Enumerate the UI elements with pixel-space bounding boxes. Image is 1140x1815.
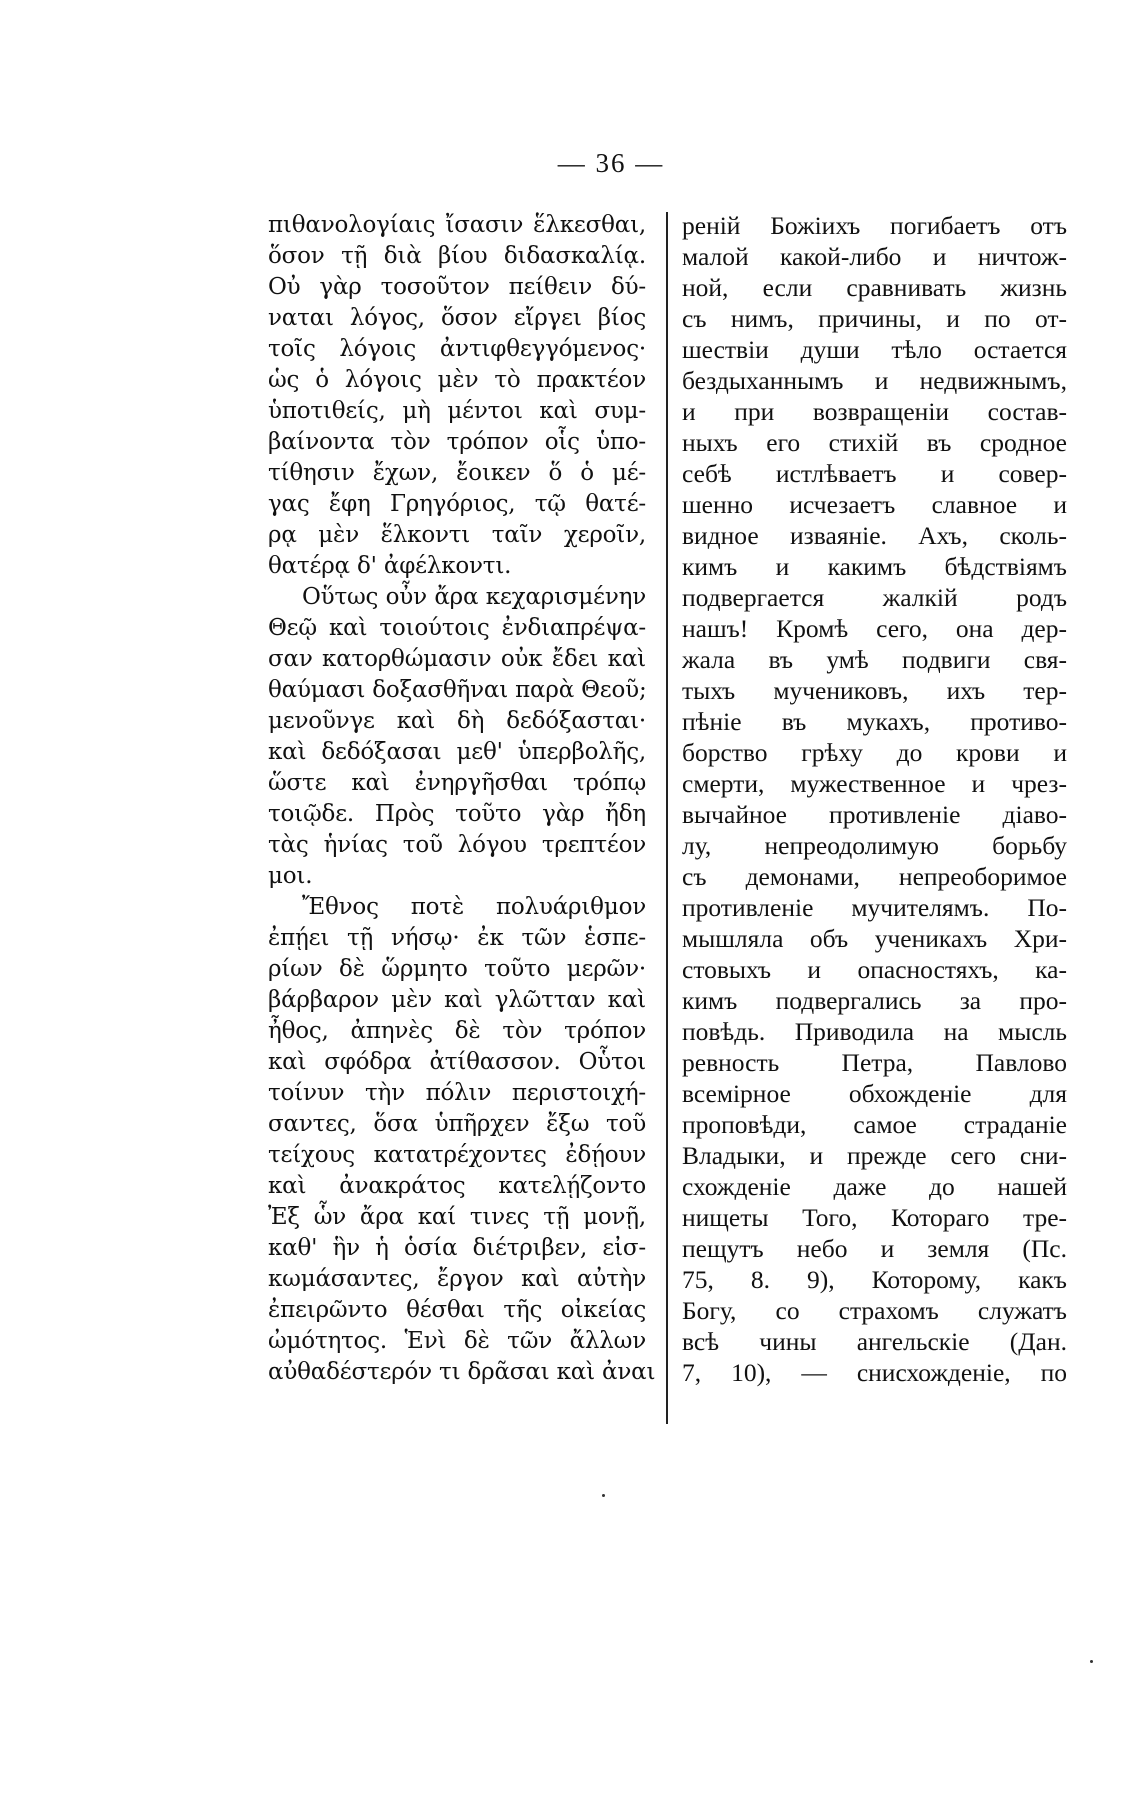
text-line: Ἔθνος ποτὲ πολυάριθμον: [302, 894, 646, 920]
text-line: τοιῷδε. Πρὸς τοῦτο γὰρ ἤδη: [268, 801, 646, 827]
text-line: всѣ чины ангельскiе (Дан.: [682, 1327, 1067, 1356]
text-line: θατέρᾳ δ' ἀφέλκοντι.: [268, 553, 512, 579]
text-line: σαν κατορθώμασιν οὐκ ἔδει καὶ: [268, 646, 646, 672]
ink-speck: [1090, 1660, 1093, 1663]
text-line: ὥστε καὶ ἐνηργῆσθαι τρόπῳ: [268, 770, 646, 796]
text-line: ἐπῄει τῇ νήσῳ· ἐκ τῶν ἑσπε-: [268, 925, 646, 951]
text-line: всемiрное обхожденiе для: [682, 1079, 1067, 1108]
text-line: малой какой-либо и ничтож-: [682, 242, 1067, 271]
text-line: ныхъ его стихiй въ сродное: [682, 428, 1067, 457]
text-line: Ἐξ ὧν ἄρα καί τινες τῇ μονῇ,: [268, 1204, 646, 1230]
text-line: видное изваянiе. Ахъ, сколь-: [682, 521, 1067, 550]
text-line: θαύμασι δοξασθῆναι παρὰ Θεοῦ;: [268, 677, 647, 703]
text-line: схожденiе даже до нашей: [682, 1172, 1067, 1201]
text-line: 75, 8. 9), Которому, какъ: [682, 1265, 1067, 1294]
text-line: лу, непреодолимую борьбу: [682, 831, 1067, 860]
column-divider: [666, 212, 668, 1424]
text-line: ρᾳ μὲν ἕλκοντι ταῖν χεροῖν,: [268, 522, 646, 548]
text-line: ὡς ὁ λόγοις μὲν τὸ πρακτέον: [268, 367, 646, 393]
russian-text-column: [682, 210, 1067, 1388]
text-line: μοι.: [268, 863, 313, 889]
text-line: γας ἔφη Γρηγόριος, τῷ θατέ-: [268, 491, 646, 517]
text-line: и при возвращенiи состав-: [682, 397, 1067, 426]
page-number: [0, 148, 1140, 179]
text-line: стовыхъ и опасностяхъ, ка-: [682, 955, 1067, 984]
text-line: ὅσον τῇ διὰ βίου διδασκαλίᾳ.: [268, 243, 646, 269]
text-line: пещутъ небо и земля (Пс.: [682, 1234, 1067, 1263]
text-line: τοίνυν τὴν πόλιν περιστοιχή-: [268, 1080, 646, 1106]
text-line: ὠμότητος. Ἑνὶ δὲ τῶν ἄλλων: [268, 1328, 646, 1354]
text-line: τίθησιν ἔχων, ἔοικεν ὅ ὁ μέ-: [268, 460, 646, 486]
text-line: ἐπειρῶντο θέσθαι τῆς οἰκείας: [268, 1297, 646, 1323]
text-line: Οὕτως οὖν ἄρα κεχαρισμένην: [302, 584, 646, 610]
text-line: съ нимъ, причины, и по от-: [682, 304, 1067, 333]
text-line: ренiй Божiихъ погибаетъ отъ: [682, 211, 1067, 240]
text-line: тыхъ мучениковъ, ихъ тер-: [682, 676, 1067, 705]
text-line: противленiе мучителямъ. По-: [682, 893, 1067, 922]
text-line: 7, 10), — снисхожденiе, по: [682, 1358, 1067, 1387]
text-line: μενοῦνγε καὶ δὴ δεδόξασται·: [268, 708, 646, 734]
text-line: Θεῷ καὶ τοιούτοις ἐνδιαπρέψα-: [268, 615, 646, 641]
text-line: ρίων δὲ ὥρμητο τοῦτο μερῶν·: [268, 956, 646, 982]
text-line: κωμάσαντες, ἔργον καὶ αὐτὴν: [268, 1266, 646, 1292]
text-line: βάρβαρον μὲν καὶ γλῶτταν καὶ: [268, 987, 646, 1013]
page-number-label: — 36 —: [557, 148, 665, 178]
text-line: καὶ δεδόξασαι μεθ' ὑπερβολῆς,: [268, 739, 646, 765]
text-line: καὶ ἀνακράτος κατελῄζοντο: [268, 1173, 646, 1199]
text-line: πιθανολογίαις ἴσασιν ἕλκεσθαι,: [268, 212, 646, 238]
text-line: проповѣди, самое страданiе: [682, 1110, 1067, 1139]
text-line: καὶ σφόδρα ἀτίθασσον. Οὗτοι: [268, 1049, 646, 1075]
text-line: смерти, мужественное и чрез-: [682, 769, 1067, 798]
text-line: ревность Петра, Павлово: [682, 1048, 1067, 1077]
text-line: καθ' ἣν ἡ ὁσία διέτριβεν, εἰσ-: [268, 1235, 646, 1261]
text-line: σαντες, ὅσα ὑπῆρχεν ἔξω τοῦ: [268, 1111, 646, 1137]
text-line: τείχους κατατρέχοντες ἐδῄουν: [268, 1142, 646, 1168]
text-line: кимъ и какимъ бѣдствiямъ: [682, 552, 1067, 581]
text-line: ной, если сравнивать жизнь: [682, 273, 1067, 302]
text-line: Владыки, и прежде сего сни-: [682, 1141, 1067, 1170]
text-line: подвергается жалкiй родъ: [682, 583, 1067, 612]
text-line: Богу, со страхомъ служатъ: [682, 1296, 1067, 1325]
text-line: нашъ! Кромѣ сего, она дер-: [682, 614, 1067, 643]
text-line: мышляла объ ученикахъ Хри-: [682, 924, 1067, 953]
ink-speck: [602, 1494, 605, 1497]
text-line: борство грѣху до крови и: [682, 738, 1067, 767]
text-line: τοῖς λόγοις ἀντιφθεγγόμενος·: [268, 336, 646, 362]
text-line: Οὐ γὰρ τοσοῦτον πείθειν δύ-: [268, 274, 646, 300]
text-line: бездыханнымъ и недвижнымъ,: [682, 366, 1067, 395]
text-line: съ демонами, непреоборимое: [682, 862, 1067, 891]
text-line: шенно исчезаетъ славное и: [682, 490, 1067, 519]
text-line: βαίνοντα τὸν τρόπον οἷς ὑπο-: [268, 429, 646, 455]
text-line: τὰς ἡνίας τοῦ λόγου τρεπτέον: [268, 832, 646, 858]
text-line: повѣдь. Приводила на мысль: [682, 1017, 1067, 1046]
text-line: шествiи души тѣло остается: [682, 335, 1067, 364]
text-line: жала въ умѣ подвиги свя-: [682, 645, 1067, 674]
text-line: нищеты Того, Котораго тре-: [682, 1203, 1067, 1232]
text-line: пѣнiе въ мукахъ, противо-: [682, 707, 1067, 736]
text-line: ἦθος, ἀπηνὲς δὲ τὸν τρόπον: [268, 1018, 646, 1044]
text-line: ὑποτιθείς, μὴ μέντοι καὶ συμ-: [268, 398, 646, 424]
text-line: вычайное противленiе дiаво-: [682, 800, 1067, 829]
text-line: себѣ истлѣваетъ и совер-: [682, 459, 1067, 488]
greek-text-column: [268, 210, 656, 1388]
text-line: кимъ подвергались за про-: [682, 986, 1067, 1015]
text-line: ναται λόγος, ὅσον εἴργει βίος: [268, 305, 646, 331]
text-line: αὐθαδέστερόν τι δρᾶσαι καὶ ἀναι: [268, 1359, 656, 1385]
